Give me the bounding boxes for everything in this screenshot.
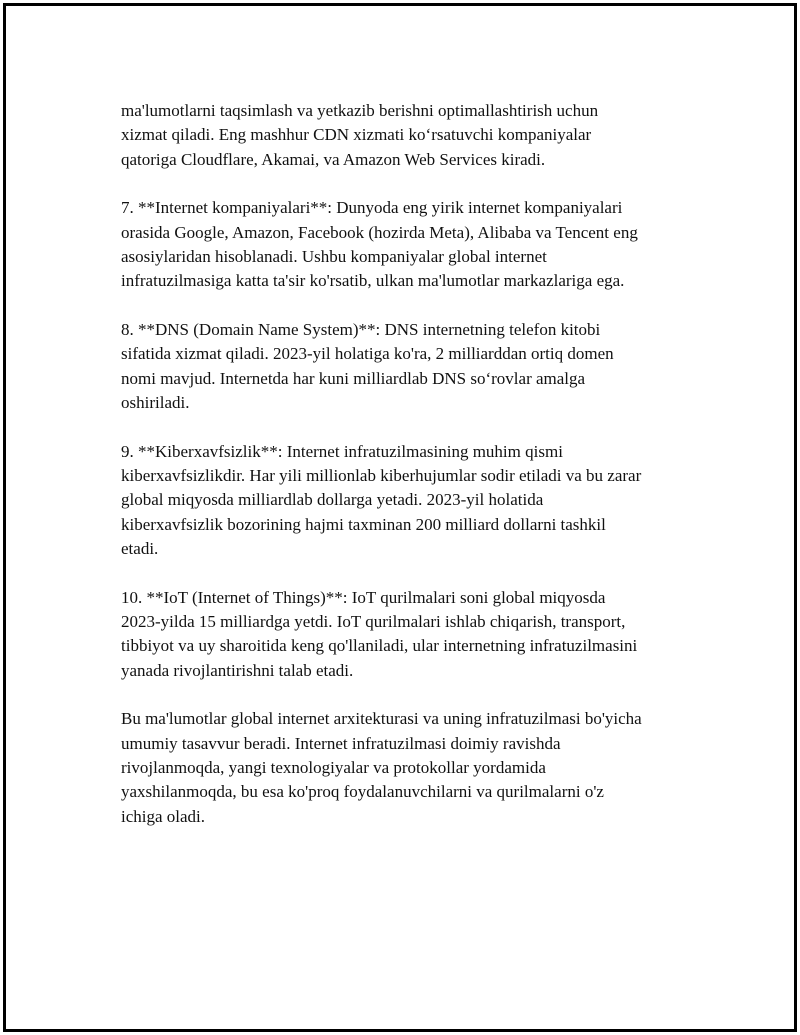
text-line: asosiylaridan hisoblanadi. Ushbu kompaniyalar global internet <box>121 246 547 266</box>
text-line: kiberxavfsizlik bozorining hajmi taxminan 200 milliard dollarni tashkil <box>121 514 606 534</box>
text-line: qatoriga Cloudflare, Akamai, va Amazon Web Services kiradi. <box>121 149 546 169</box>
page-frame <box>3 3 797 1032</box>
text-line: nomi mavjud. Internetda har kuni milliardlab DNS so‘rovlar amalga <box>121 368 586 388</box>
paragraph-internet-companies <box>121 196 696 293</box>
text-line: 10. **IoT (Internet of Things)**: IoT qurilmalari soni global miqyosda <box>121 587 606 607</box>
paragraph-dns <box>121 318 696 415</box>
text-line: ma'lumotlarni taqsimlash va yetkazib berishni optimallashtirish uchun <box>121 101 599 120</box>
text-line: tibbiyot va uy sharoitida keng qo'llaniladi, ular internetning infratuzilmasini <box>121 636 638 656</box>
text-line: 9. **Kiberxavfsizlik**: Internet infratuzilmasining muhim qismi <box>121 441 563 461</box>
text-line: infratuzilmasiga katta ta'sir ko'rsatib, ulkan ma'lumotlar markazlariga ega. <box>121 271 625 291</box>
text-line: 2023-yilda 15 milliardga yetdi. IoT qurilmalari ishlab chiqarish, transport, <box>121 612 626 632</box>
text-line: Bu ma'lumotlar global internet arxitekturasi va uning infratuzilmasi bo'yicha <box>121 709 642 729</box>
text-line: kiberxavfsizlikdir. Har yili millionlab kiberhujumlar sodir etiladi va bu zarar <box>121 466 642 486</box>
text-line: orasida Google, Amazon, Facebook (hozirda Meta), Alibaba va Tencent eng <box>121 222 638 242</box>
text-line: sifatida xizmat qiladi. 2023-yil holatiga ko'ra, 2 milliarddan ortiq domen <box>121 344 614 364</box>
text-line: xizmat qiladi. Eng mashhur CDN xizmati ko‘rsatuvchi kompaniyalar <box>121 125 592 145</box>
text-line: rivojlanmoqda, yangi texnologiyalar va protokollar yordamida <box>121 758 546 778</box>
text-line: umumiy tasavvur beradi. Internet infratuzilmasi doimiy ravishda <box>121 733 561 753</box>
document-body <box>121 99 696 853</box>
text-line: yaxshilanmoqda, bu esa ko'proq foydalanuvchilarni va qurilmalarni o'z <box>121 782 604 802</box>
text-line: oshiriladi. <box>121 392 190 412</box>
paragraph-cdn-continuation <box>121 99 696 172</box>
paragraph-conclusion <box>121 707 696 828</box>
text-line: 7. **Internet kompaniyalari**: Dunyoda eng yirik internet kompaniyalari <box>121 198 623 218</box>
paragraph-iot <box>121 586 696 683</box>
text-line: ichiga oladi. <box>121 806 206 826</box>
text-line: yanada rivojlantirishni talab etadi. <box>121 660 354 680</box>
text-line: etadi. <box>121 538 159 558</box>
text-line: 8. **DNS (Domain Name System)**: DNS internetning telefon kitobi <box>121 320 601 340</box>
paragraph-cybersecurity <box>121 440 696 561</box>
text-line: global miqyosda milliardlab dollarga yetadi. 2023-yil holatida <box>121 490 544 510</box>
